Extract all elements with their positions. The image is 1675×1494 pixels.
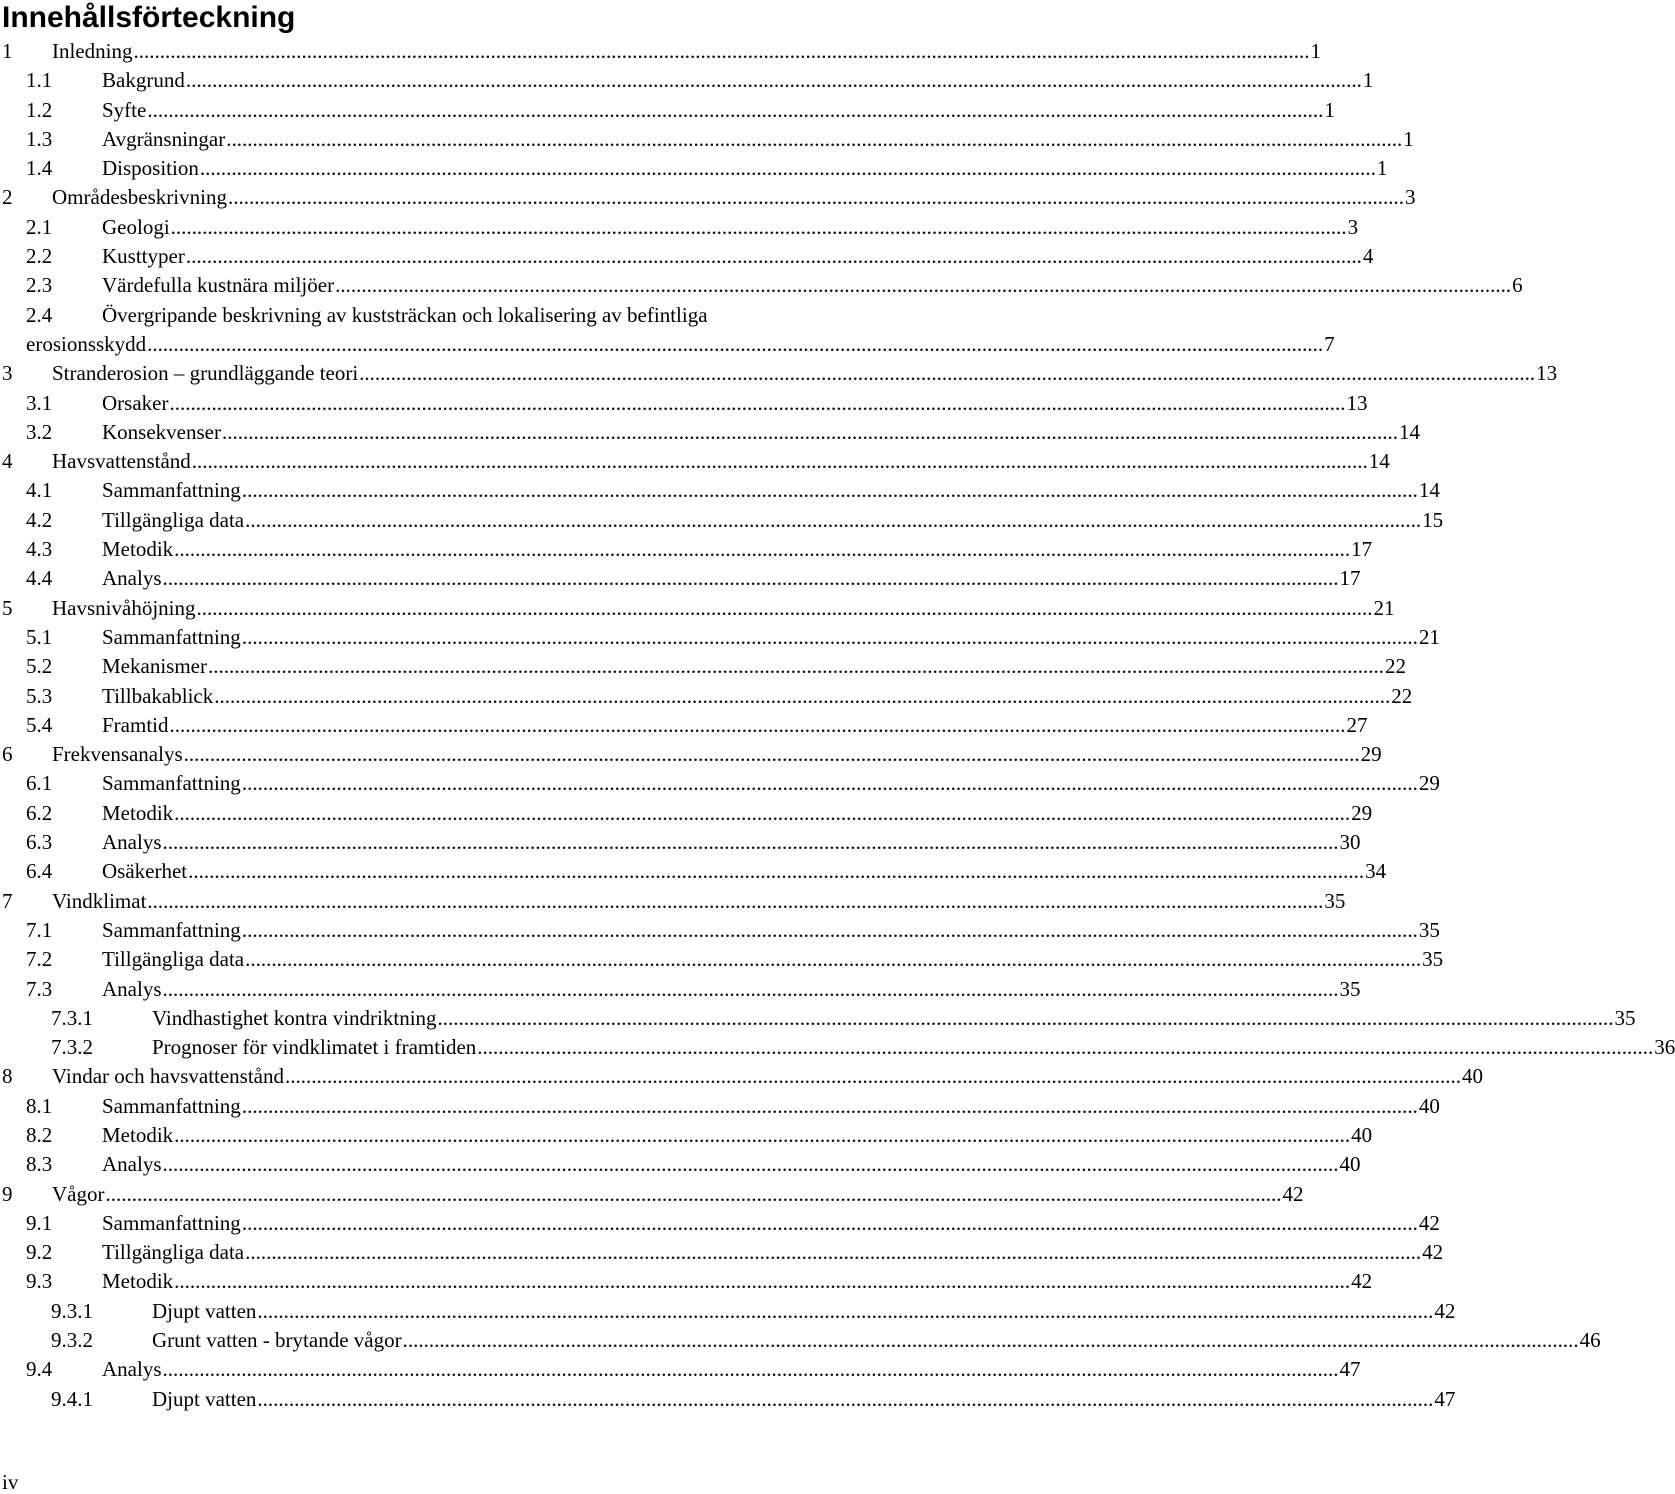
toc-entry[interactable] — [0, 594, 1395, 623]
toc-entry-link[interactable] — [102, 828, 1361, 857]
toc-entry-number: 1 — [2, 39, 13, 63]
toc-entry-link[interactable] — [102, 301, 960, 330]
toc-entry-number: 9.3 — [26, 1269, 53, 1294]
toc-dot-leader: ................................................................................................................................................................................................................................ — [169, 712, 1346, 737]
toc-entry-link[interactable] — [52, 740, 1382, 769]
toc-dot-leader: ................................................................................................................................................................................................................................ — [185, 68, 1362, 93]
toc-entry-link[interactable] — [102, 66, 1374, 95]
toc-entry-link[interactable] — [102, 125, 1414, 154]
toc-entry-link[interactable] — [102, 154, 1388, 183]
toc-entry-label: Analys — [102, 976, 162, 1001]
toc-entry[interactable] — [0, 447, 1390, 476]
toc-entry-link[interactable] — [52, 359, 1558, 388]
toc-entry-label: Djupt vatten — [152, 1298, 257, 1323]
toc-dot-leader: ................................................................................................................................................................................................................................ — [174, 1269, 1351, 1294]
toc-entry-page: 40 — [1462, 1064, 1484, 1089]
toc-entry-link[interactable] — [102, 476, 1440, 505]
toc-entry-number: 9.4.1 — [51, 1386, 93, 1411]
toc-entry-label: Tillgängliga data — [102, 1240, 245, 1265]
toc-entry-page: 27 — [1346, 712, 1368, 737]
toc-entry-label: Sammanfattning — [102, 771, 241, 796]
toc-entry-number: 7.3.1 — [51, 1005, 93, 1030]
toc-entry-page: 21 — [1373, 595, 1395, 620]
toc-entry-page: 29 — [1418, 771, 1440, 796]
toc-dot-leader: ................................................................................................................................................................................................................................ — [402, 1328, 1579, 1353]
toc-entry-link[interactable] — [102, 975, 1361, 1004]
toc-entry-label: Tillbakablick — [102, 683, 214, 708]
toc-entry[interactable] — [0, 359, 1558, 388]
toc-entry-link[interactable] — [102, 418, 1420, 447]
toc-entry-number: 5.1 — [26, 624, 53, 649]
toc-entry[interactable] — [0, 799, 1373, 828]
toc-entry[interactable] — [0, 1238, 1444, 1267]
toc-entry[interactable] — [0, 652, 1406, 681]
toc-entry-page: 42 — [1282, 1181, 1304, 1206]
toc-entry-link[interactable] — [102, 1209, 1440, 1238]
toc-entry-number: 8.1 — [26, 1093, 53, 1118]
toc-entry-page: 40 — [1418, 1093, 1440, 1118]
toc-entry[interactable] — [0, 769, 1440, 798]
toc-entry-number: 1.4 — [26, 156, 53, 181]
toc-entry-page: 36 — [1654, 1035, 1675, 1060]
toc-entry[interactable] — [0, 1297, 1456, 1326]
toc-entry-number: 1.3 — [26, 126, 53, 151]
toc-dot-leader: ................................................................................................................................................................................................................................ — [174, 537, 1351, 562]
toc-entry-link[interactable] — [102, 1238, 1444, 1267]
toc-entry-label: Geologi — [102, 214, 170, 239]
toc-dot-leader: ................................................................................................................................................................................................................................ — [133, 39, 1310, 63]
toc-entry-label: Framtid — [102, 712, 169, 737]
toc-entry-number: 9.4 — [26, 1357, 53, 1382]
toc-entry-link[interactable] — [152, 1033, 1675, 1062]
toc-entry-label: Orsaker — [102, 390, 169, 415]
toc-entry[interactable] — [0, 154, 1388, 183]
toc-entry[interactable] — [0, 1385, 1456, 1414]
toc-dot-leader: ................................................................................................................................................................................................................................ — [257, 1298, 1434, 1323]
toc-entry-page: 1 — [1403, 126, 1414, 151]
toc-entry-page: 35 — [1422, 947, 1444, 972]
toc-entry-number: 8.2 — [26, 1122, 53, 1147]
toc-entry-label: Vindar och havsvattenstånd — [52, 1064, 285, 1089]
toc-entry-number: 2.1 — [26, 214, 53, 239]
toc-entry-number: 6.1 — [26, 771, 53, 796]
toc-dot-leader: ................................................................................................................................................................................................................................ — [162, 566, 1339, 591]
toc-entry-page: 42 — [1434, 1298, 1456, 1323]
toc-dot-leader: ................................................................................................................................................................................................................................ — [241, 917, 1418, 942]
toc-entry-label: Stranderosion – grundläggande teori — [52, 361, 359, 386]
toc-dot-leader: ................................................................................................................................................................................................................................ — [147, 331, 1324, 356]
toc-entry-link[interactable] — [102, 96, 1335, 125]
toc-entry-label: Syfte — [102, 97, 147, 122]
toc-dot-leader: ................................................................................................................................................................................................................................ — [191, 449, 1368, 474]
toc-entry[interactable] — [0, 183, 1416, 212]
toc-entry-page: 13 — [1536, 361, 1558, 386]
toc-dot-leader: ................................................................................................................................................................................................................................ — [227, 185, 1404, 210]
toc-dot-leader: ................................................................................................................................................................................................................................ — [245, 507, 1422, 532]
toc-entry-number: 2.4 — [26, 302, 53, 327]
toc-entry[interactable] — [0, 711, 1368, 740]
toc-entry-label: Havsvattenstånd — [52, 449, 191, 474]
toc-dot-leader: ................................................................................................................................................................................................................................ — [174, 800, 1351, 825]
toc-entry-link[interactable] — [152, 1385, 1456, 1414]
toc-entry-link[interactable] — [102, 682, 1413, 711]
toc-entry[interactable] — [0, 301, 960, 330]
toc-entry-label: Frekvensanalys — [52, 742, 183, 767]
toc-entry-number: 5 — [2, 595, 13, 620]
toc-entry-link[interactable] — [102, 1267, 1373, 1296]
toc-entry[interactable] — [0, 857, 1387, 886]
toc-entry-page: 40 — [1351, 1122, 1373, 1147]
toc-entry-link[interactable] — [102, 564, 1361, 593]
toc-entry-page: 46 — [1579, 1328, 1601, 1353]
toc-entry-link[interactable] — [102, 652, 1406, 681]
toc-dot-leader: ................................................................................................................................................................................................................................ — [105, 1181, 1282, 1206]
toc-entry-link[interactable] — [102, 389, 1368, 418]
toc-entry[interactable] — [0, 828, 1361, 857]
toc-entry-number: 5.3 — [26, 683, 53, 708]
toc-entry-number: 7.2 — [26, 947, 53, 972]
toc-entry-link[interactable] — [152, 1004, 1636, 1033]
toc-entry[interactable] — [0, 213, 1359, 242]
toc-entry-page: 35 — [1339, 976, 1361, 1001]
toc-entry-label: Vindklimat — [52, 888, 147, 913]
toc-entry[interactable] — [0, 1092, 1440, 1121]
toc-entry-page: 3 — [1404, 185, 1416, 210]
toc-entry-page: 7 — [1324, 331, 1335, 356]
toc-entry-label: Övergripande beskrivning av kuststräckan och lokalisering av befintliga — [102, 302, 708, 327]
toc-dot-leader: ................................................................................................................................................................................................................................ — [285, 1064, 1462, 1089]
toc-entry-label: Bakgrund — [102, 68, 185, 93]
toc-entry-number: 1.2 — [26, 97, 53, 122]
toc-entry-page: 14 — [1368, 449, 1390, 474]
toc-dot-leader: ................................................................................................................................................................................................................................ — [147, 888, 1324, 913]
toc-entry-label: Metodik — [102, 800, 174, 825]
toc-entry[interactable] — [0, 66, 1374, 95]
toc-entry-number: 7.3 — [26, 976, 53, 1001]
toc-entry-link[interactable] — [52, 1180, 1304, 1209]
table-of-contents — [0, 37, 1675, 1414]
toc-entry[interactable] — [0, 506, 1444, 535]
toc-entry-page: 22 — [1384, 654, 1406, 679]
toc-entry-number: 4.1 — [26, 478, 53, 503]
toc-entry-number: 9.2 — [26, 1240, 53, 1265]
toc-entry-link[interactable] — [102, 711, 1368, 740]
toc-dot-leader: ................................................................................................................................................................................................................................ — [162, 976, 1339, 1001]
toc-entry-label: Vindhastighet kontra vindriktning — [152, 1005, 437, 1030]
toc-entry-link[interactable] — [102, 1150, 1361, 1179]
toc-entry-link[interactable] — [102, 271, 1523, 300]
toc-entry[interactable] — [0, 389, 1368, 418]
toc-entry[interactable] — [0, 37, 1321, 66]
toc-entry[interactable] — [0, 96, 1335, 125]
toc-dot-leader: ................................................................................................................................................................................................................................ — [245, 1240, 1422, 1265]
toc-entry-link[interactable] — [102, 769, 1440, 798]
toc-entry-label: Analys — [102, 566, 162, 591]
toc-entry-number: 9.3.1 — [51, 1298, 93, 1323]
toc-entry-number: 8.3 — [26, 1152, 53, 1177]
toc-entry-label: Konsekvenser — [102, 419, 221, 444]
toc-entry-link[interactable] — [102, 623, 1440, 652]
toc-dot-leader: ................................................................................................................................................................................................................................ — [221, 419, 1398, 444]
toc-entry[interactable] — [0, 1355, 1361, 1384]
toc-entry-label: Sammanfattning — [102, 624, 241, 649]
toc-entry-page: 1 — [1376, 156, 1388, 181]
toc-dot-leader: ................................................................................................................................................................................................................................ — [188, 859, 1365, 884]
toc-entry-page: 1 — [1362, 68, 1374, 93]
toc-entry[interactable] — [0, 330, 1335, 359]
toc-entry-label: Sammanfattning — [102, 478, 241, 503]
toc-entry-number: 6.3 — [26, 830, 53, 855]
toc-entry[interactable] — [0, 1180, 1304, 1209]
toc-entry-link[interactable] — [102, 213, 1359, 242]
toc-dot-leader: ................................................................................................................................................................................................................................ — [196, 595, 1373, 620]
toc-entry[interactable] — [0, 916, 1440, 945]
toc-entry-number: 2.2 — [26, 244, 53, 269]
toc-entry-label: Grunt vatten - brytande vågor — [152, 1328, 402, 1353]
toc-entry[interactable] — [0, 535, 1373, 564]
toc-entry-number: 2 — [2, 185, 13, 210]
toc-entry-label: Djupt vatten — [152, 1386, 257, 1411]
toc-entry-page: 14 — [1418, 478, 1440, 503]
toc-entry-label: Metodik — [102, 1269, 174, 1294]
toc-entry-label: erosionsskydd — [26, 331, 147, 356]
toc-entry-label: Områdesbeskrivning — [52, 185, 227, 210]
toc-entry-number: 9 — [2, 1181, 13, 1206]
toc-entry-number: 1.1 — [26, 68, 53, 93]
toc-dot-leader: ................................................................................................................................................................................................................................ — [162, 830, 1339, 855]
toc-dot-leader: ................................................................................................................................................................................................................................ — [169, 390, 1346, 415]
page-number: iv — [2, 1470, 19, 1494]
toc-entry-label: Havsnivåhöjning — [52, 595, 196, 620]
toc-entry-number: 7.1 — [26, 917, 53, 942]
toc-entry-number: 4.2 — [26, 507, 53, 532]
toc-dot-leader: ................................................................................................................................................................................................................................ — [199, 156, 1376, 181]
toc-dot-leader: ................................................................................................................................................................................................................................ — [207, 654, 1384, 679]
toc-entry[interactable] — [0, 271, 1523, 300]
toc-entry-number: 3 — [2, 361, 13, 386]
toc-entry[interactable] — [0, 1033, 1675, 1062]
toc-entry-label: Metodik — [102, 537, 174, 562]
toc-entry-page: 47 — [1339, 1357, 1361, 1382]
toc-entry-link[interactable] — [152, 1297, 1456, 1326]
toc-entry-link[interactable] — [52, 594, 1395, 623]
toc-entry-link[interactable] — [26, 330, 1335, 359]
toc-entry-number: 6.2 — [26, 800, 53, 825]
toc-entry[interactable] — [0, 740, 1382, 769]
toc-entry-label: Tillgängliga data — [102, 947, 245, 972]
toc-entry[interactable] — [0, 476, 1440, 505]
toc-entry-link[interactable] — [102, 506, 1444, 535]
toc-entry-page: 35 — [1324, 888, 1346, 913]
toc-dot-leader: ................................................................................................................................................................................................................................ — [359, 361, 1536, 386]
toc-entry-number: 9.3.2 — [51, 1328, 93, 1353]
toc-dot-leader: ................................................................................................................................................................................................................................ — [335, 273, 1512, 298]
toc-entry-link[interactable] — [152, 1326, 1601, 1355]
toc-entry-number: 4.3 — [26, 537, 53, 562]
toc-entry-page: 1 — [1324, 97, 1335, 122]
toc-entry[interactable] — [0, 1326, 1601, 1355]
toc-entry-number: 4 — [2, 449, 13, 474]
toc-entry-number: 9.1 — [26, 1210, 53, 1235]
toc-entry-page: 13 — [1346, 390, 1368, 415]
toc-entry-link[interactable] — [102, 535, 1373, 564]
toc-entry-page: 42 — [1418, 1210, 1440, 1235]
toc-dot-leader: ................................................................................................................................................................................................................................ — [257, 1386, 1434, 1411]
toc-dot-leader: ................................................................................................................................................................................................................................ — [170, 214, 1347, 239]
toc-entry[interactable] — [0, 1121, 1373, 1150]
toc-dot-leader: ................................................................................................................................................................................................................................ — [477, 1035, 1654, 1060]
toc-entry-link[interactable] — [102, 1121, 1373, 1150]
toc-entry-page: 29 — [1351, 800, 1373, 825]
toc-entry-number: 3.2 — [26, 419, 53, 444]
toc-dot-leader: ................................................................................................................................................................................................................................ — [174, 1122, 1351, 1147]
toc-entry[interactable] — [0, 975, 1361, 1004]
toc-entry-label: Mekanismer — [102, 654, 207, 679]
toc-entry-link[interactable] — [52, 447, 1390, 476]
toc-entry-page: 6 — [1512, 273, 1523, 298]
toc-entry-link[interactable] — [102, 916, 1440, 945]
toc-entry-number: 4.4 — [26, 566, 53, 591]
toc-entry-page: 21 — [1418, 624, 1440, 649]
toc-dot-leader: ................................................................................................................................................................................................................................ — [241, 478, 1418, 503]
toc-entry-number: 2.3 — [26, 273, 53, 298]
toc-entry[interactable] — [0, 242, 1374, 271]
toc-entry-page: 4 — [1362, 244, 1374, 269]
toc-dot-leader: ................................................................................................................................................................................................................................ — [241, 1210, 1418, 1235]
toc-entry-page: 1 — [1310, 39, 1321, 63]
toc-entry-label: Prognoser för vindklimatet i framtiden — [152, 1035, 477, 1060]
toc-entry-page: 15 — [1422, 507, 1444, 532]
toc-entry-label: Vågor — [52, 1181, 105, 1206]
toc-entry-link[interactable] — [52, 183, 1416, 212]
toc-dot-leader: ................................................................................................................................................................................................................................ — [437, 1005, 1614, 1030]
toc-dot-leader: ................................................................................................................................................................................................................................ — [147, 97, 1324, 122]
toc-entry-page: 17 — [1351, 537, 1373, 562]
toc-dot-leader: ................................................................................................................................................................................................................................ — [241, 624, 1418, 649]
toc-entry[interactable] — [0, 1267, 1373, 1296]
toc-entry[interactable] — [0, 1062, 1484, 1091]
toc-entry-number: 3.1 — [26, 390, 53, 415]
toc-entry-label: Tillgängliga data — [102, 507, 245, 532]
toc-entry[interactable] — [0, 945, 1444, 974]
toc-entry-link[interactable] — [52, 37, 1321, 66]
toc-entry[interactable] — [0, 418, 1420, 447]
toc-entry-link[interactable] — [102, 799, 1373, 828]
toc-entry[interactable] — [0, 1004, 1636, 1033]
toc-entry-label: Analys — [102, 1357, 162, 1382]
toc-entry-number: 7 — [2, 888, 13, 913]
toc-entry-page: 22 — [1391, 683, 1413, 708]
toc-entry-link[interactable] — [52, 1062, 1484, 1091]
page-title: Innehållsförteckning — [2, 1, 296, 34]
toc-entry-page: 3 — [1347, 214, 1359, 239]
toc-entry-label: Sammanfattning — [102, 917, 241, 942]
toc-entry-label: Analys — [102, 1152, 162, 1177]
toc-dot-leader: ................................................................................................................................................................................................................................ — [183, 742, 1360, 767]
toc-dot-leader: ................................................................................................................................................................................................................................ — [245, 947, 1422, 972]
toc-entry-label: Sammanfattning — [102, 1093, 241, 1118]
toc-entry[interactable] — [0, 564, 1361, 593]
toc-entry-page: 42 — [1422, 1240, 1444, 1265]
toc-entry-page: 30 — [1339, 830, 1361, 855]
toc-entry-number: 6.4 — [26, 859, 53, 884]
toc-entry-page: 35 — [1418, 917, 1440, 942]
toc-entry[interactable] — [0, 887, 1346, 916]
toc-dot-leader: ................................................................................................................................................................................................................................ — [162, 1152, 1339, 1177]
toc-entry-number: 5.2 — [26, 654, 53, 679]
toc-dot-leader: ................................................................................................................................................................................................................................ — [241, 1093, 1418, 1118]
toc-entry-label: Kusttyper — [102, 244, 185, 269]
toc-entry-page: 34 — [1365, 859, 1387, 884]
toc-entry-label: Analys — [102, 830, 162, 855]
toc-entry-link[interactable] — [102, 1355, 1361, 1384]
toc-entry-page: 35 — [1614, 1005, 1636, 1030]
toc-entry-label: Sammanfattning — [102, 1210, 241, 1235]
toc-entry-link[interactable] — [102, 857, 1387, 886]
toc-entry-page: 29 — [1360, 742, 1382, 767]
toc-entry-link[interactable] — [102, 1092, 1440, 1121]
toc-entry-label: Värdefulla kustnära miljöer — [102, 273, 335, 298]
toc-entry-page: 40 — [1339, 1152, 1361, 1177]
toc-entry-label: Osäkerhet — [102, 859, 188, 884]
toc-entry[interactable] — [0, 682, 1413, 711]
toc-entry-number: 7.3.2 — [51, 1035, 93, 1060]
toc-entry[interactable] — [0, 1150, 1361, 1179]
toc-entry[interactable] — [0, 623, 1440, 652]
toc-entry-link[interactable] — [52, 887, 1346, 916]
toc-entry[interactable] — [0, 125, 1414, 154]
toc-entry[interactable] — [0, 1209, 1440, 1238]
toc-entry-label: Inledning — [52, 39, 133, 63]
toc-entry-page: 14 — [1398, 419, 1420, 444]
toc-dot-leader: ................................................................................................................................................................................................................................ — [185, 244, 1362, 269]
toc-entry-page: 42 — [1351, 1269, 1373, 1294]
toc-entry-number: 6 — [2, 742, 13, 767]
toc-dot-leader: ................................................................................................................................................................................................................................ — [226, 126, 1403, 151]
toc-entry-number: 5.4 — [26, 712, 53, 737]
toc-entry-label: Avgränsningar — [102, 126, 226, 151]
toc-entry-label: Disposition — [102, 156, 199, 181]
toc-entry-number: 8 — [2, 1064, 13, 1089]
toc-dot-leader: ................................................................................................................................................................................................................................ — [241, 771, 1418, 796]
toc-entry-link[interactable] — [102, 242, 1374, 271]
toc-dot-leader: ................................................................................................................................................................................................................................ — [214, 683, 1391, 708]
toc-entry-label: Metodik — [102, 1122, 174, 1147]
toc-entry-link[interactable] — [102, 945, 1444, 974]
toc-entry-page: 47 — [1434, 1386, 1456, 1411]
toc-entry-page: 17 — [1339, 566, 1361, 591]
toc-dot-leader: ................................................................................................................................................................................................................................ — [162, 1357, 1339, 1382]
